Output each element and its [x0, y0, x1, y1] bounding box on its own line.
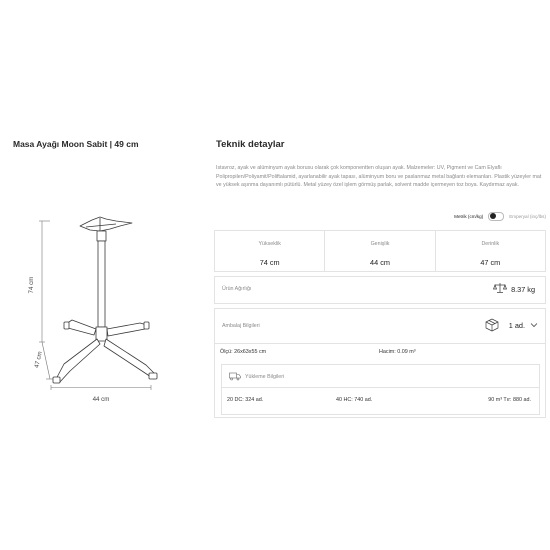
loading-40hc: 40 HC: 740 ad. [336, 397, 373, 403]
packaging-volume: Hacim: 0.09 m³ [379, 349, 416, 355]
packaging-header[interactable] [215, 309, 545, 344]
unit-metric-label[interactable]: Metrik (cm/kg) [454, 213, 484, 219]
weight-row [214, 276, 546, 304]
dimensions-table [214, 230, 546, 272]
dimension-depth-label: Derinlik [481, 241, 500, 247]
unit-toggle-switch[interactable] [488, 212, 504, 221]
height-label: 74 cm [28, 276, 35, 294]
width-label: 44 cm [92, 396, 110, 403]
depth-label: 47 cm [33, 350, 44, 369]
weight-value: 8.37 kg [511, 285, 535, 294]
product-drawing [20, 205, 180, 410]
loading-truck: 90 m³ Tır: 880 ad. [488, 397, 531, 403]
dimension-height [215, 231, 325, 271]
packaging-quantity: 1 ad. [508, 321, 525, 330]
chevron-down-icon[interactable] [530, 322, 538, 328]
dimension-width-value: 44 cm [370, 258, 390, 267]
scale-icon [493, 282, 507, 294]
specs-description: Istavroz, ayak ve alüminyum ayak borusu olarak çok komponentten oluşan ayak. Malzemeler: UV, Pigment ve Cam Elyaflı Polipropilen/Poliyamit/Poliftalamid, ayarlanabilir ayak tapası, alüminyum boru ve paslanmaz metal bağlantı elemanları. Plastik yüzeyler mat ve yüksek aşınma dayanımlı pütürlü. Metal yüzey özel işlem görmüş parlak, solvent madde içermeyen toz boya. Kaydırmaz ayak. [216, 165, 542, 189]
loading-label: Yükleme Bilgileri [245, 374, 285, 380]
dimension-width-label: Genişlik [370, 241, 390, 247]
dimension-width [325, 231, 435, 271]
dimension-depth-value: 47 cm [480, 258, 501, 267]
dimension-depth [436, 231, 545, 271]
loading-info-panel [221, 364, 540, 415]
unit-toggle-row [350, 210, 546, 222]
loading-header [222, 365, 539, 388]
weight-label: Ürün Ağırlığı [222, 286, 252, 292]
loading-20dc: 20 DC: 324 ad. [227, 397, 264, 403]
unit-imperial-label[interactable]: Emperyal (inç/lbs) [509, 213, 546, 219]
packaging-panel [214, 308, 546, 418]
toggle-knob [490, 213, 496, 219]
packaging-label: Ambalaj Bilgileri [222, 323, 260, 329]
specs-title: Teknik detaylar [216, 139, 285, 150]
dimension-height-value: 74 cm [259, 258, 280, 267]
product-title: Masa Ayağı Moon Sabit | 49 cm [13, 139, 139, 149]
box-icon [485, 318, 499, 332]
truck-icon [229, 372, 241, 381]
dimension-height-label: Yükseklik [258, 241, 281, 247]
packaging-size: Ölçü: 26x63x55 cm [220, 349, 267, 355]
